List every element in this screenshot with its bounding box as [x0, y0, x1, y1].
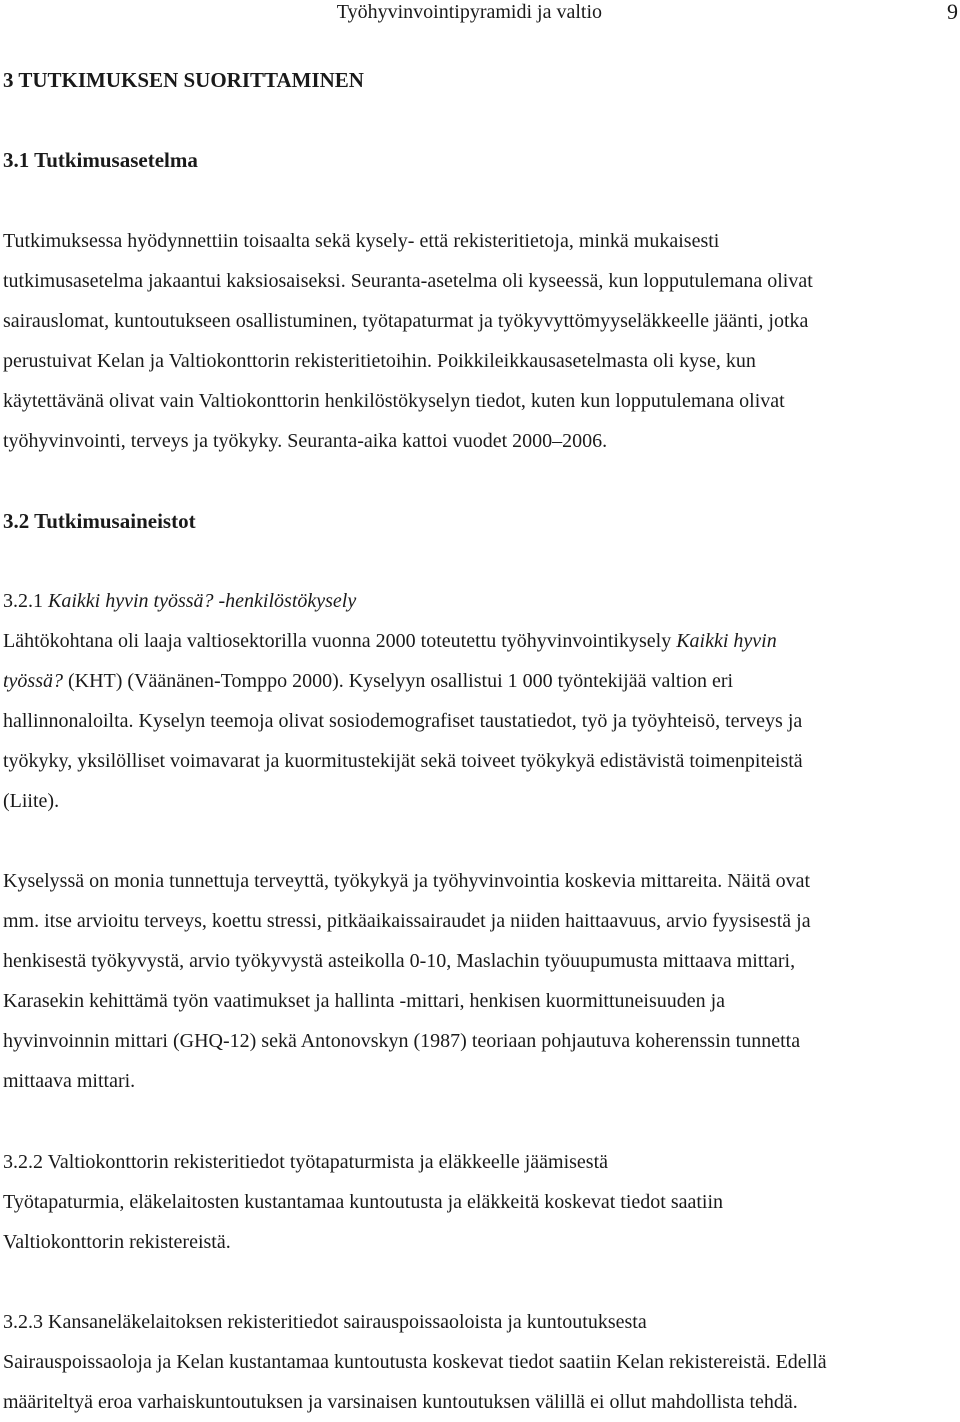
survey-title-italic: Kaikki hyvin: [676, 630, 777, 652]
subsection-heading-3-2-1: [3, 581, 953, 621]
paragraph-line: Tutkimuksessa hyödynnettiin toisaalta sekä kysely- että rekisteritietoja, minkä mukaisesti: [3, 230, 720, 252]
subsection-number: 3.2.1: [3, 590, 48, 612]
text-run: Lähtökohtana oli laaja valtiosektorilla vuonna 2000 toteutettu työhyvinvointikysely: [3, 630, 677, 652]
page-number: 9: [947, 0, 958, 24]
paragraph-line: Karasekin kehittämä työn vaatimukset ja hallinta -mittari, henkisen kuormittuneisuuden ja: [3, 990, 726, 1012]
paragraph-line: [3, 621, 953, 661]
survey-title-italic: työssä?: [3, 670, 63, 692]
paragraph-line: hyvinvoinnin mittari (GHQ-12) sekä Antonovskyn (1987) teoriaan pohjautuva koherenssin tunnetta: [3, 1030, 801, 1052]
subsection-heading-3-2-3: 3.2.3 Kansaneläkelaitoksen rekisteritiedot sairauspoissaoloista ja kuntoutuksesta: [3, 1311, 647, 1333]
paragraph-line: tutkimusasetelma jakaantui kaksiosaiseksi. Seuranta-asetelma oli kyseessä, kun lopputulemana olivat: [3, 270, 813, 292]
paragraph-line: Valtiokonttorin rekistereistä.: [3, 1231, 231, 1253]
paragraph-line: työhyvinvointi, terveys ja työkyky. Seuranta-aika kattoi vuodet 2000–2006.: [3, 430, 608, 452]
section-heading-3-2: 3.2 Tutkimusaineistot: [3, 509, 196, 533]
section-heading-3-1: 3.1 Tutkimusasetelma: [3, 148, 198, 172]
paragraph-line: mittaava mittari.: [3, 1070, 136, 1092]
paragraph-line: henkisestä työkyvystä, arvio työkyvystä asteikolla 0-10, Maslachin työuupumusta mittaava mittari,: [3, 950, 796, 972]
running-title: Työhyvinvointipyramidi ja valtio: [336, 1, 602, 23]
paragraph-line: työkyky, yksilölliset voimavarat ja kuormitustekijät sekä toiveet työkykyä edistävistä toimenpiteistä: [3, 750, 803, 772]
running-header: [0, 0, 960, 24]
chapter-heading: 3 TUTKIMUKSEN SUORITTAMINEN: [3, 68, 364, 92]
subsection-heading-3-2-2: 3.2.2 Valtiokonttorin rekisteritiedot työtapaturmista ja eläkkeelle jäämisestä: [3, 1151, 609, 1173]
paragraph-line: määriteltyä eroa varhaiskuntoutuksen ja varsinaisen kuntoutuksen välillä ei ollut mahdollista tehdä.: [3, 1391, 798, 1413]
paragraph-line: mm. itse arvioitu terveys, koettu stressi, pitkäaikaissairaudet ja niiden haittaavuus, arvio fyysisestä ja: [3, 910, 811, 932]
paragraph-line: [3, 661, 953, 701]
paragraph-line: sairauslomat, kuntoutukseen osallistuminen, työtapaturmat ja työkyvyttömyyseläkkeelle jäänti, jotka: [3, 310, 809, 332]
text-run: (KHT) (Väänänen-Tomppo 2000). Kyselyyn osallistui 1 000 työntekijää valtion eri: [63, 670, 734, 692]
paragraph-line: Kyselyssä on monia tunnettuja terveyttä, työkykyä ja työhyvinvointia koskevia mittareita. Näitä ovat: [3, 870, 811, 892]
paragraph-line: käytettävänä olivat vain Valtiokonttorin henkilöstökyselyn tiedot, kuten kun lopputulemana olivat: [3, 390, 785, 412]
paragraph-line: perustuivat Kelan ja Valtiokonttorin rekisteritietoihin. Poikkileikkausasetelmasta oli kyse, kun: [3, 350, 756, 372]
paragraph-line: Sairauspoissaoloja ja Kelan kustantamaa kuntoutusta koskevat tiedot saatiin Kelan rekistereistä. Edellä: [3, 1351, 827, 1373]
paragraph-line: Työtapaturmia, eläkelaitosten kustantamaa kuntoutusta ja eläkkeitä koskevat tiedot saatiin: [3, 1191, 724, 1213]
paragraph-line: hallinnonaloilta. Kyselyn teemoja olivat sosiodemografiset taustatiedot, työ ja työyhteisö, terveys ja: [3, 710, 803, 732]
subsection-title: Kaikki hyvin työssä? -henkilöstökysely: [48, 590, 357, 612]
paragraph-line: (Liite).: [3, 790, 60, 812]
